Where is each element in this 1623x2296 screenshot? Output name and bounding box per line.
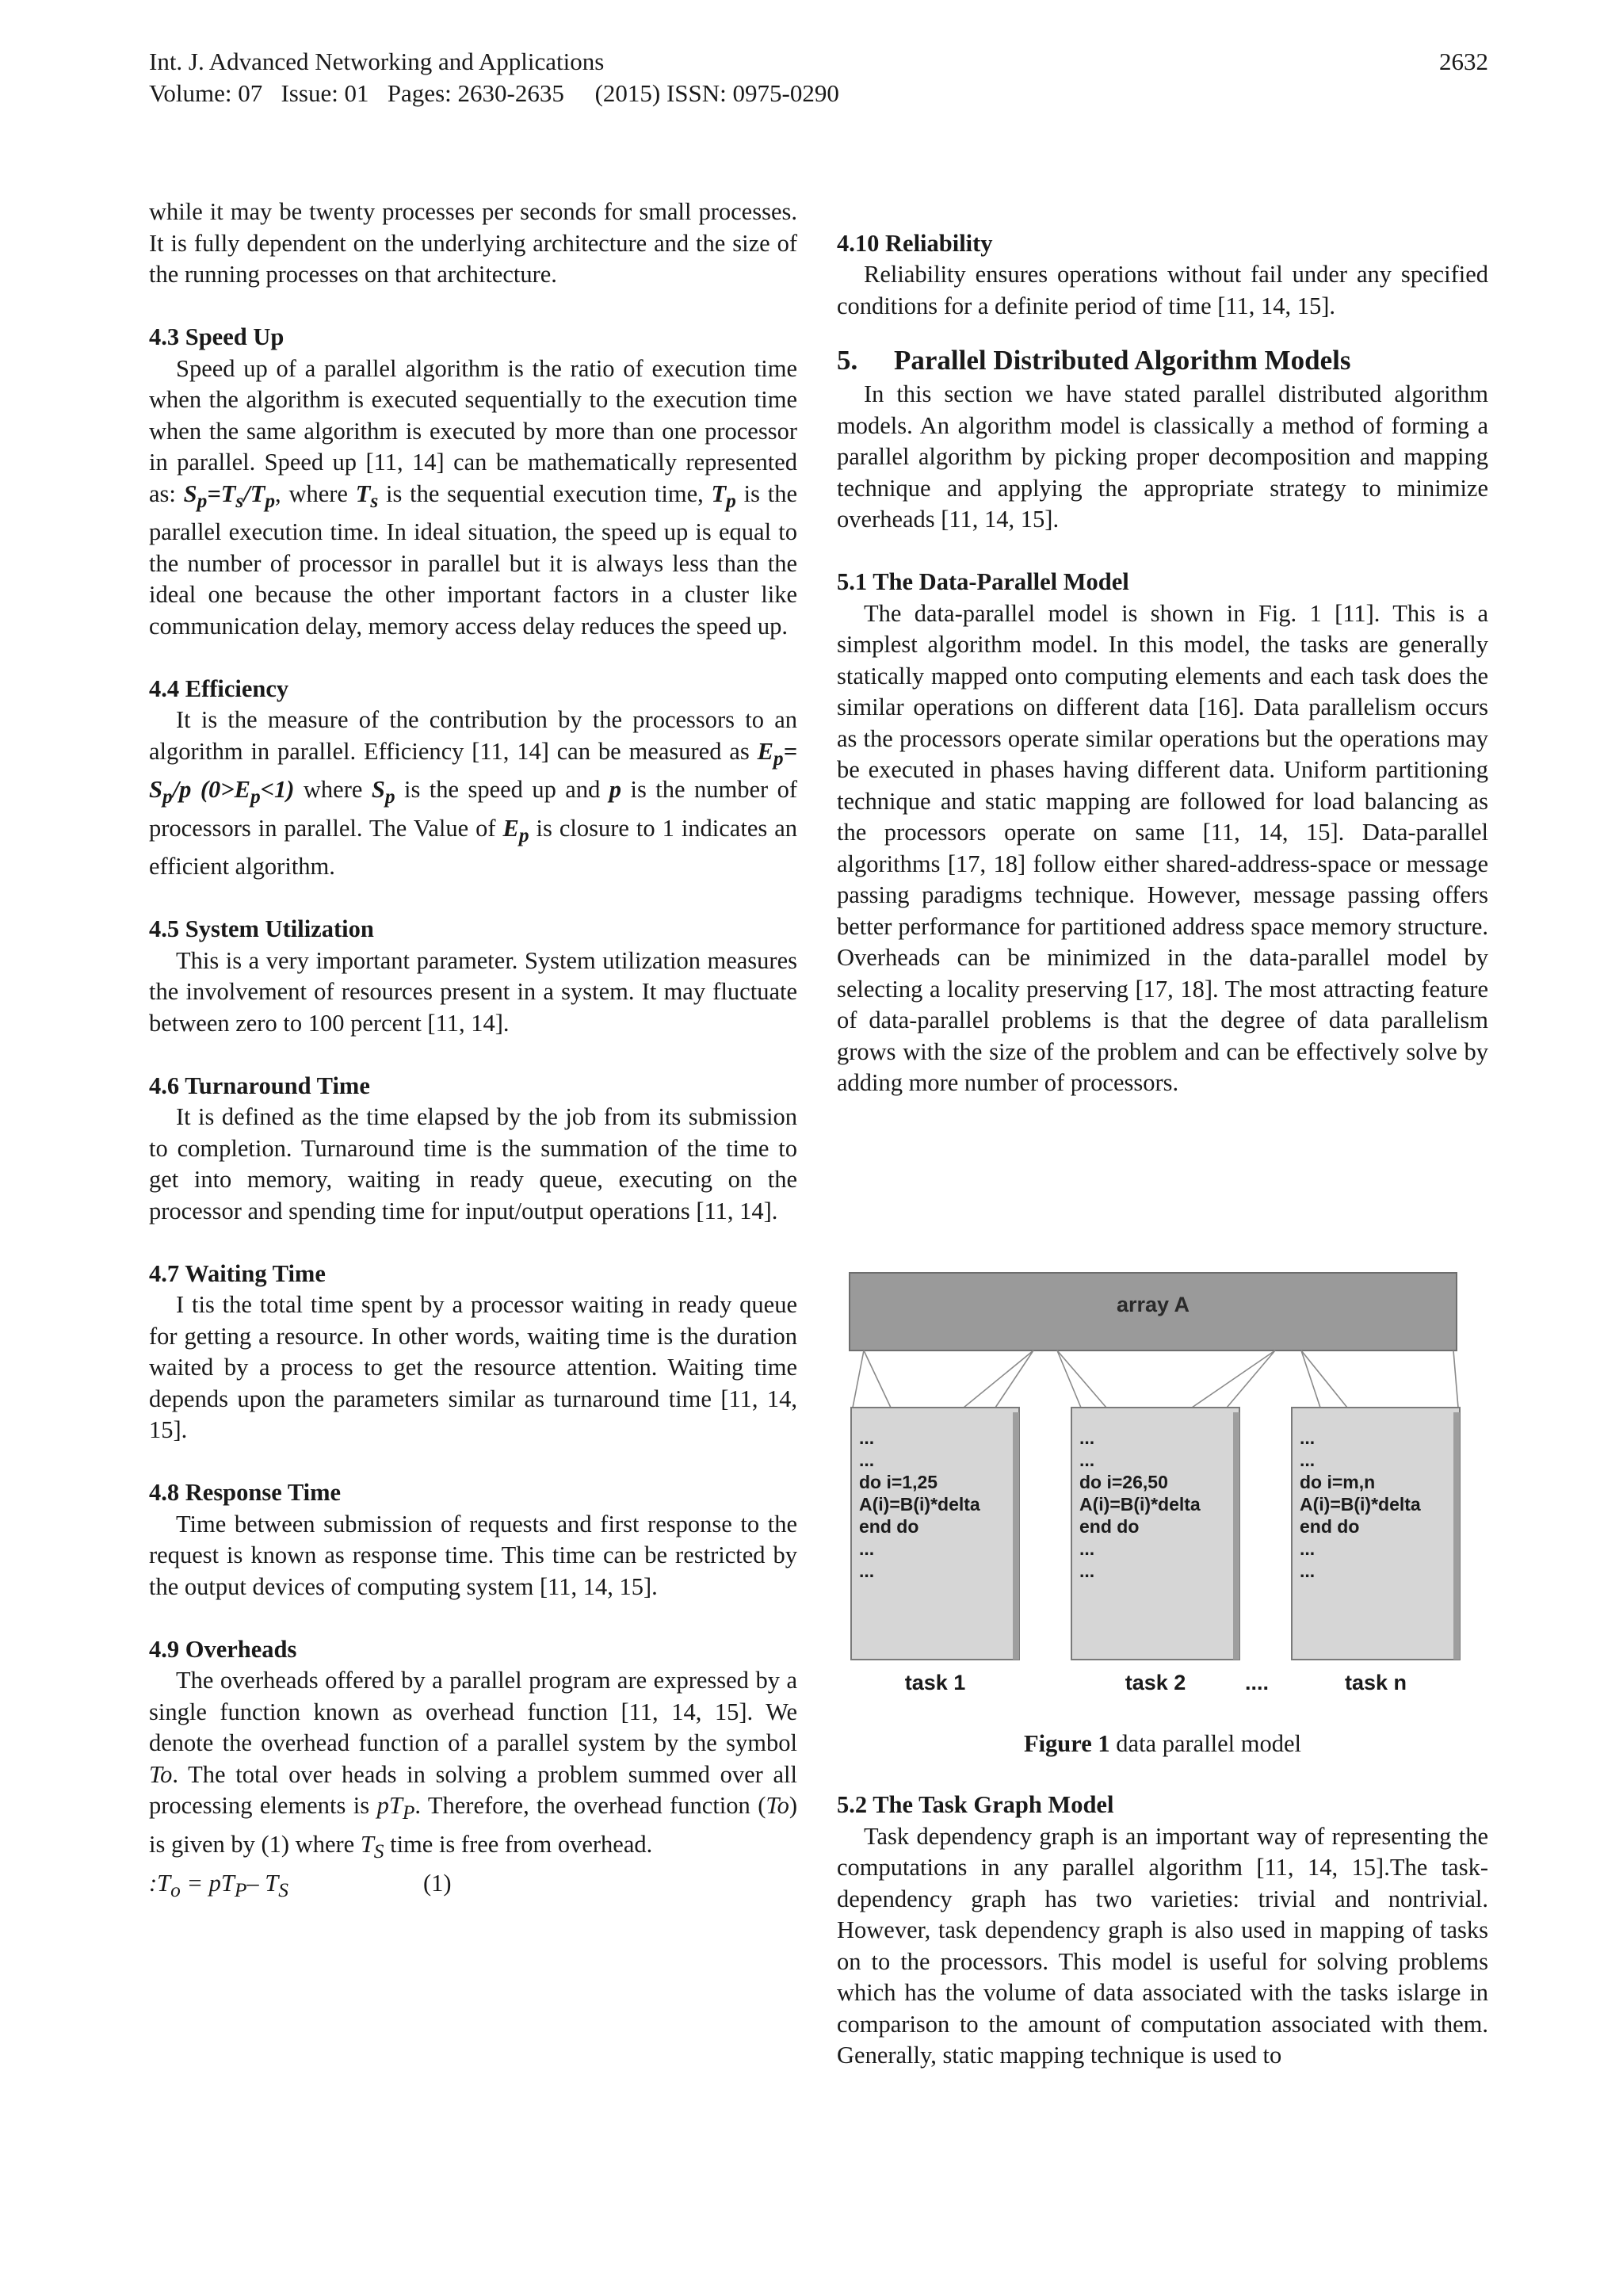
section-5-1-body: The data-parallel model is shown in Fig. 1 [11]. This is a simplest algorithm model. In this model, the tasks are generally statically mapped onto computing elements and each task does the similar operations on different data [16]. Data parallelism occurs as the processors operate similar operations but the operations may be executed in phases having different data. Uniform partitioning technique and static mapping are followed for load balancing as the processors operate on same [11, 14, 15]. Data-parallel algorithms [17, 18] follow either shared-address-space or message passing paradigms technique. However, message passing offers better performance for partitioned address space memory structure. Overheads can be minimized in the data-parallel model by selecting a locality preserving [17, 18]. The most attracting feature of data-parallel problems is that the degree of data parallelism grows with the size of the problem and can be effectively solve by adding more number of processors. (837, 599, 1488, 1096)
task-n-line-6: ... (1300, 1538, 1316, 1559)
task-2-line-6: ... (1079, 1538, 1095, 1559)
task-n-line-7: ... (1300, 1561, 1316, 1581)
task-1-line-3: do i=1,25 (859, 1472, 938, 1492)
section-4-3-title: 4.3 Speed Up (149, 323, 285, 350)
section-4-7-body: I tis the total time spent by a processor waiting in ready queue for getting a resource. In other words, waiting time is the duration waited by a process to get the resource attention. Waiting time depends upon the parameters similar as turnaround time [11, 14, 15]. (149, 1291, 797, 1444)
section-4-6-body: It is defined as the time elapsed by the job from its submission to completion. Turnaround time is the summation of the time to get into memory, waiting in ready queue, executing on the processor and spending time for input/output operations [11, 14]. (149, 1103, 797, 1224)
task-1-label: task 1 (904, 1671, 966, 1694)
task-2-line-2: ... (1079, 1450, 1095, 1470)
array-a-label: array A (1116, 1293, 1190, 1316)
task-n-line-2: ... (1300, 1450, 1316, 1470)
section-4-9-body: The overheads offered by a parallel program are expressed by a single function known as overhead function [11, 14, 15]. We denote the overhead function of a parallel system by the symbol To. The total over heads in solving a problem summed over all processing elements is $pT_P$. Therefore, the overhead function (To) is given by (1) where $T_S$ time is free from overhead. (149, 1667, 797, 1863)
section-5-body: In this section we have stated parallel distributed algorithm models. An algorithm model is classically a method of forming a parallel algorithm by picking proper decomposition and mapping technique and applying the appropriate strategy to minimize overheads [11, 14, 15]. (837, 380, 1488, 533)
task-1-line-2: ... (859, 1450, 875, 1470)
task-1-line-6: ... (859, 1538, 875, 1559)
task-1-line-5: end do (859, 1516, 919, 1537)
task-n-label: task n (1344, 1671, 1407, 1694)
section-4-6-title: 4.6 Turnaround Time (149, 1072, 370, 1099)
task-1-line-7: ... (859, 1561, 875, 1581)
section-4-10-title: 4.10 Reliability (837, 229, 993, 257)
right-column (837, 197, 1488, 1099)
task-n-line-3: do i=m,n (1300, 1472, 1376, 1492)
section-5-1-title: 5.1 The Data-Parallel Model (837, 568, 1129, 595)
section-4-8-title: 4.8 Response Time (149, 1479, 342, 1507)
right-column-lower (837, 1790, 1488, 2072)
task-n-line-4: A(i)=B(i)*delta (1300, 1494, 1421, 1515)
section-4-4-title: 4.4 Efficiency (149, 674, 289, 702)
section-4-5-title: 4.5 System Utilization (149, 915, 374, 943)
section-4-10-body: Reliability ensures operations without fail under any specified conditions for a definite period of time [11, 14, 15]. (837, 261, 1488, 319)
task-n-line-5: end do (1300, 1516, 1360, 1537)
section-4-9-title: 4.9 Overheads (149, 1635, 297, 1663)
task-n-line-1: ... (1300, 1427, 1316, 1448)
task-2-label: task 2 (1125, 1671, 1186, 1694)
section-5-title: 5. Parallel Distributed Algorithm Models (837, 345, 1351, 376)
section-4-5-body: This is a very important parameter. System utilization measures the involvement of resources present in a system. It may fluctuate between zero to 100 percent [11, 14]. (149, 946, 797, 1037)
left-column (149, 197, 797, 1906)
journal-name: Int. J. Advanced Networking and Applications (149, 48, 605, 75)
task-1-line-4: A(i)=B(i)*delta (859, 1494, 980, 1515)
section-4-7-title: 4.7 Waiting Time (149, 1259, 326, 1287)
section-5-2-body: Task dependency graph is an important way of representing the computations in any parallel algorithm [11, 14, 15].The task-dependency graph has two varieties: trivial and nontrivial. However, task dependency graph is also used in mapping of tasks on to the processors. This model is useful for solving problems which has the volume of data associated with the tasks islarge in comparison to the amount of computation associated with them. Generally, static mapping technique is used to (837, 1822, 1488, 2069)
equation-number: (1) (422, 1869, 452, 1897)
task-2-line-5: end do (1079, 1516, 1140, 1537)
figure-1-caption: Figure 1 data parallel model (1023, 1730, 1302, 1757)
figure-1 (843, 1268, 1463, 1704)
section-4-8-body: Time between submission of requests and first response to the request is known as response time. This time can be restricted by the output devices of computing system [11, 14, 15]. (149, 1510, 797, 1600)
running-header (149, 46, 1488, 109)
section-5-2-title: 5.2 The Task Graph Model (837, 1791, 1114, 1818)
section-4-4-body: It is the measure of the contribution by the processors to an algorithm in parallel. Efficiency [11, 14] can be measured as $E_p= S_p/p$ $(0>E_p<1)$ where $S_p$ is the speed up and p is the number of processors in parallel. The Value of $E_p$ is closure to 1 indicates an efficient algorithm. (149, 706, 797, 881)
equation-1: $:T_o = pT_P-$ $T_S$ (1) (149, 1869, 452, 1901)
task-ellipsis: .... (1244, 1671, 1270, 1694)
task-1-line-1: ... (859, 1427, 875, 1448)
page-number: 2632 (1439, 48, 1488, 75)
connector-lines (853, 1350, 1458, 1408)
task-2-line-3: do i=26,50 (1079, 1472, 1168, 1492)
intro-paragraph: while it may be twenty processes per seconds for small processes. It is fully dependent on the underlying architecture and the size of the running processes on that architecture. (149, 198, 797, 288)
task-2-line-7: ... (1079, 1561, 1095, 1581)
task-2-line-1: ... (1079, 1427, 1095, 1448)
data-parallel-diagram (843, 1268, 1463, 1704)
section-4-3-body: Speed up of a parallel algorithm is the ratio of execution time when the algorithm is executed sequentially to the execution time when the same algorithm is executed by more than one processor in parallel. Speed up [11, 14] can be mathematically represented as: $S_p=T_s/T_p$, where $T_s$ is the sequential execution time, $T_p$ is the parallel execution time. In ideal situation, the speed up is equal to the number of processor in parallel but it is always less than the ideal one because the other important factors in a cluster like communication delay, memory access delay reduces the speed up. (149, 354, 797, 640)
volume-line: Volume: 07 Issue: 01 Pages: 2630-2635 (2015) ISSN: 0975-0290 (149, 79, 839, 107)
task-2-line-4: A(i)=B(i)*delta (1079, 1494, 1201, 1515)
